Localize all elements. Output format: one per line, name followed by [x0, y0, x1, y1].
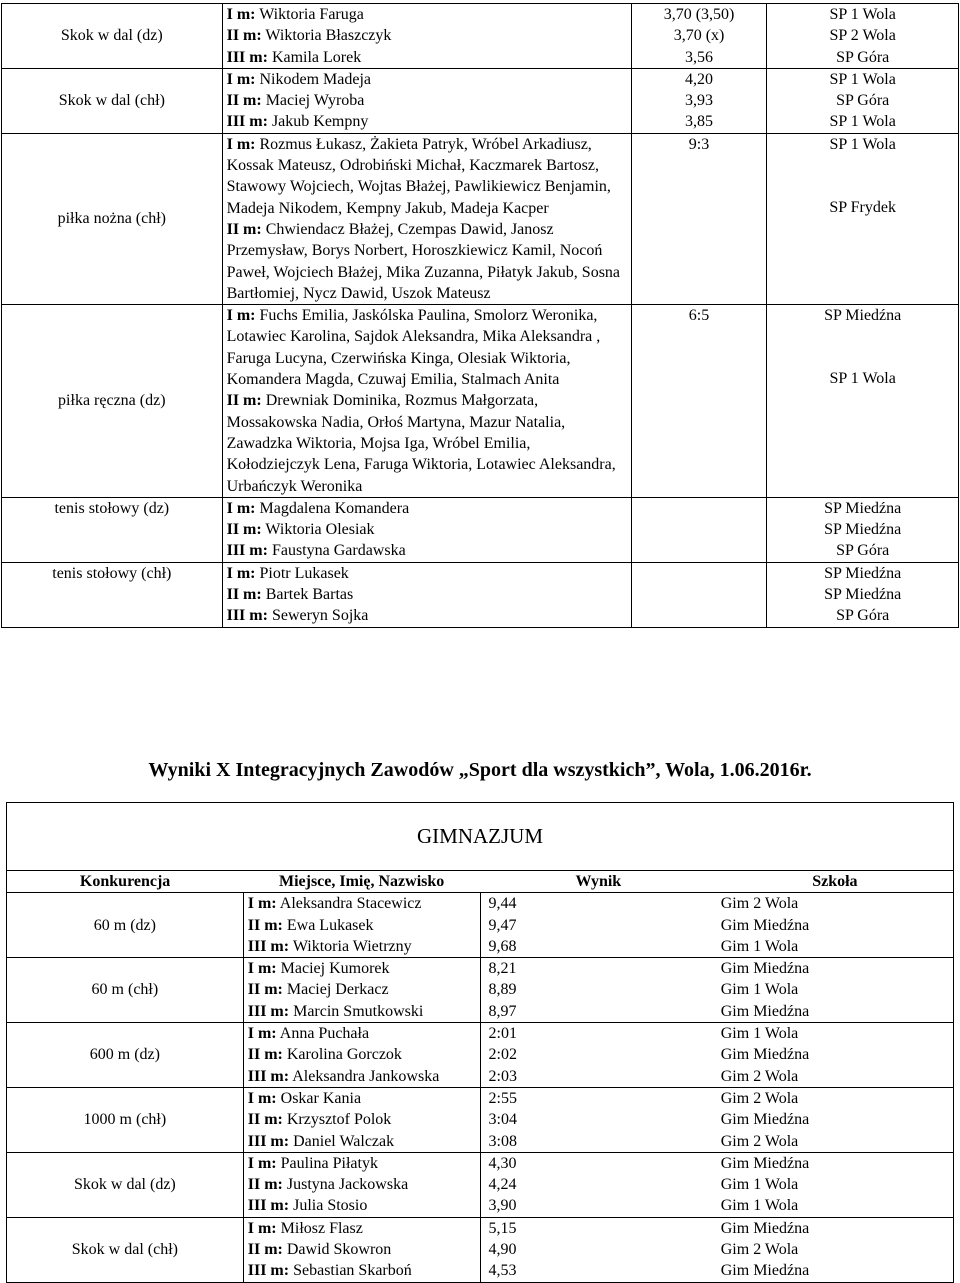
place-label: I m: — [226, 6, 256, 23]
result-value: 3,93 — [685, 92, 714, 110]
result-cell — [480, 1217, 717, 1282]
school-name: SP Góra — [836, 542, 890, 560]
place-label: III m: — [226, 542, 268, 560]
place-label: II m: — [226, 521, 262, 539]
athlete-name: Anna Puchała — [279, 1025, 370, 1043]
result-value: 2:01 — [488, 1025, 517, 1043]
result-value: 2:02 — [488, 1046, 517, 1064]
athlete-name: Dawid Skowron — [286, 1241, 392, 1259]
place-label: II m: — [247, 981, 283, 999]
athlete-name: Jakub Kempny — [271, 113, 369, 131]
entry-line — [227, 111, 627, 132]
school-cell — [767, 497, 959, 562]
team-first-place — [227, 134, 627, 219]
athlete-name: Justyna Jackowska — [286, 1176, 409, 1194]
table-row — [7, 1087, 954, 1152]
entry-line — [227, 90, 627, 111]
school-name: SP Miedźna — [824, 307, 902, 325]
school-name: Gim 1 Wola — [720, 1025, 799, 1043]
names-cell — [222, 4, 631, 69]
entry-line — [248, 1174, 476, 1195]
athlete-name: Miłosz Flasz — [280, 1219, 363, 1237]
entry-line — [248, 979, 476, 1000]
athlete-name: Marcin Smutkowski — [293, 1002, 424, 1020]
school-name: Gim 2 Wola — [720, 895, 799, 913]
entry-line — [248, 1088, 476, 1109]
place-label: II m: — [247, 916, 283, 934]
column-header-school: Szkoła — [717, 871, 954, 893]
names-cell — [222, 133, 631, 304]
school-name: Gim Miedźna — [720, 1219, 810, 1237]
athlete-name: Wiktoria Wietrzny — [292, 937, 412, 955]
place-label: II m: — [247, 1176, 283, 1194]
place-label: II m: — [226, 586, 262, 604]
names-cell — [222, 305, 631, 498]
names-cell — [222, 68, 631, 133]
entry-line — [227, 498, 627, 519]
school-name: Gim Miedźna — [720, 1262, 810, 1280]
gimnazjum-results-table — [6, 802, 954, 1283]
result-value: 3,56 — [685, 48, 714, 66]
place-label: III m: — [247, 1132, 290, 1150]
result-value: 8,21 — [488, 960, 517, 978]
athlete-name: Maciej Wyroba — [265, 92, 365, 110]
table-row — [2, 133, 959, 304]
school-cell — [717, 1023, 954, 1088]
school-name: SP 2 Wola — [829, 27, 896, 45]
athlete-name: Magdalena Komandera — [259, 499, 410, 517]
school-cell — [767, 4, 959, 69]
school-name: SP 1 Wola — [829, 6, 896, 23]
school-name: Gim 1 Wola — [720, 1197, 799, 1215]
place-label: III m: — [247, 937, 290, 955]
category-cell: Skok w dal (dz) — [7, 1152, 244, 1217]
school-name: Gim Miedźna — [720, 960, 810, 978]
athlete-name: Faustyna Gardawska — [271, 542, 406, 560]
athlete-name: Maciej Derkacz — [286, 981, 389, 999]
names-cell — [222, 562, 631, 627]
entry-line — [227, 584, 627, 605]
column-header-result: Wynik — [480, 871, 717, 893]
names-cell — [243, 1152, 480, 1217]
names-cell — [243, 1087, 480, 1152]
athlete-name: Piotr Lukasek — [259, 564, 349, 582]
result-value: 3,90 — [488, 1197, 517, 1215]
athlete-name: Wiktoria Olesiak — [265, 521, 375, 539]
result-value: 3,85 — [685, 113, 714, 131]
table-row — [2, 4, 959, 69]
school-cell — [767, 68, 959, 133]
section-heading: GIMNAZJUM — [7, 803, 954, 871]
names-cell — [243, 893, 480, 958]
team-roster: Fuchs Emilia, Jaskólska Paulina, Smolorz Weronika, Lotawiec Karolina, Sajdok Aleksandra, Mika Aleksandra , Faruga Lucyna, Czerwińska Kinga, Olesiak Wiktoria, Komandera Magda, Czuwaj Emilia, Stalmach Anita — [226, 307, 601, 389]
result-cell — [480, 1023, 717, 1088]
place-label: II m: — [226, 27, 262, 45]
table-row — [2, 562, 959, 627]
entry-line — [248, 1260, 476, 1281]
team-second-place — [227, 390, 627, 496]
table-row — [7, 1152, 954, 1217]
match-score: 9:3 — [688, 135, 710, 153]
section-heading-row — [7, 803, 954, 871]
athlete-name: Karolina Gorczok — [286, 1046, 402, 1064]
school-name: Gim Miedźna — [720, 1111, 810, 1129]
athlete-name: Aleksandra Jankowska — [292, 1067, 440, 1085]
place-label: III m: — [247, 1197, 290, 1215]
place-label: I m: — [226, 135, 256, 153]
school-name: SP Góra — [836, 48, 890, 66]
school-name: Gim Miedźna — [720, 1002, 810, 1020]
result-cell — [631, 4, 767, 69]
athlete-name: Paulina Piłatyk — [280, 1154, 378, 1172]
entry-line — [248, 1239, 476, 1260]
table-row — [2, 305, 959, 498]
school-name: Gim 2 Wola — [720, 1132, 799, 1150]
school-name: Gim 1 Wola — [720, 937, 799, 955]
place-label: II m: — [247, 1046, 283, 1064]
category-cell: piłka nożna (chł) — [2, 133, 223, 304]
athlete-name: Kamila Lorek — [271, 48, 362, 66]
place-label: III m: — [226, 607, 268, 625]
entry-line — [248, 936, 476, 957]
athlete-name: Wiktoria Błaszczyk — [265, 27, 392, 45]
result-value: 8,89 — [488, 981, 517, 999]
entry-line — [227, 4, 627, 25]
athlete-name: Aleksandra Stacewicz — [279, 895, 422, 913]
entry-line — [227, 540, 627, 561]
match-score: 6:5 — [688, 307, 710, 325]
result-value: 3:08 — [488, 1132, 517, 1150]
place-label: I m: — [226, 307, 256, 325]
entry-line — [248, 1044, 476, 1065]
school-name: Gim 1 Wola — [720, 1176, 799, 1194]
result-cell — [631, 68, 767, 133]
team-roster: Chwiendacz Błażej, Czempas Dawid, Janosz Przemysław, Borys Norbert, Horoszkiewicz Kamil, Nocoń Paweł, Wojciech Błażej, Mika Zuzanna, Piłatyk Jakub, Sosna Bartłomiej, Nycz Dawid, Uszok Mateusz — [226, 220, 621, 302]
result-value: 4,20 — [685, 70, 714, 88]
place-label: I m: — [247, 1089, 277, 1107]
athlete-name: Nikodem Madeja — [259, 70, 372, 88]
entry-line — [248, 1109, 476, 1130]
entry-line — [248, 893, 476, 914]
place-label: I m: — [247, 960, 277, 978]
school-name: Gim Miedźna — [720, 916, 810, 934]
table-row — [7, 1023, 954, 1088]
category-cell: piłka ręczna (dz) — [2, 305, 223, 498]
school-name: SP Góra — [836, 92, 890, 110]
column-header-competition: Konkurencja — [7, 871, 244, 893]
primary-results-table — [1, 3, 959, 628]
place-label: II m: — [226, 392, 262, 410]
category-cell: Skok w dal (chł) — [7, 1217, 244, 1282]
entry-line — [248, 1218, 476, 1239]
school-cell — [767, 562, 959, 627]
entry-line — [248, 1153, 476, 1174]
result-cell — [480, 893, 717, 958]
school-name: SP Miedźna — [824, 499, 902, 517]
result-value: 5,15 — [488, 1219, 517, 1237]
column-header-place-name: Miejsce, Imię, Nazwisko — [243, 871, 480, 893]
entry-line — [227, 519, 627, 540]
entry-line — [248, 1001, 476, 1022]
entry-line — [248, 1131, 476, 1152]
team-roster: Rozmus Łukasz, Żakieta Patryk, Wróbel Arkadiusz, Kossak Mateusz, Odrobiński Michał, Kaczmarek Bartosz, Stawowy Wojciech, Wojtas Błażej, Pawlikiewicz Benjamin, Madeja Nikodem, Kempny Jakub, Madeja Kacper — [226, 135, 611, 217]
entry-line — [248, 1066, 476, 1087]
result-value: 9,44 — [488, 895, 517, 913]
school-name: Gim 2 Wola — [720, 1241, 799, 1259]
result-cell — [480, 1087, 717, 1152]
athlete-name: Julia Stosio — [293, 1197, 368, 1215]
place-label: II m: — [247, 1241, 283, 1259]
school-cell — [767, 133, 959, 304]
result-value: 8,97 — [488, 1002, 517, 1020]
school-cell — [717, 1217, 954, 1282]
school-name: SP 1 Wola — [829, 370, 896, 388]
athlete-name: Krzysztof Polok — [286, 1111, 392, 1129]
athlete-name: Bartek Bartas — [265, 586, 354, 604]
result-value: 3,70 (x) — [673, 27, 725, 45]
school-name: Gim 1 Wola — [720, 981, 799, 999]
entry-line — [248, 958, 476, 979]
table-row — [7, 958, 954, 1023]
category-cell: tenis stołowy (chł) — [2, 562, 223, 627]
table-row — [7, 893, 954, 958]
category-cell: 600 m (dz) — [7, 1023, 244, 1088]
table-row — [2, 497, 959, 562]
entry-line — [227, 47, 627, 68]
result-value: 9,47 — [488, 916, 517, 934]
athlete-name: Ewa Lukasek — [286, 916, 374, 934]
school-name: SP Frydek — [829, 199, 896, 217]
place-label: I m: — [226, 499, 256, 517]
school-name: SP Miedźna — [824, 586, 902, 604]
athlete-name: Oskar Kania — [280, 1089, 362, 1107]
result-cell — [480, 958, 717, 1023]
category-cell: Skok w dal (dz) — [2, 4, 223, 69]
names-cell — [243, 958, 480, 1023]
place-label: I m: — [226, 70, 256, 88]
result-cell — [631, 497, 767, 562]
table-row — [7, 1217, 954, 1282]
school-name: Gim 2 Wola — [720, 1067, 799, 1085]
place-label: III m: — [247, 1262, 290, 1280]
athlete-name: Sebastian Skarboń — [293, 1262, 412, 1280]
place-label: III m: — [226, 48, 268, 66]
place-label: III m: — [226, 113, 268, 131]
result-cell — [631, 562, 767, 627]
place-label: I m: — [247, 1154, 277, 1172]
school-name: SP Miedźna — [824, 564, 902, 582]
category-cell: 60 m (chł) — [7, 958, 244, 1023]
athlete-name: Daniel Walczak — [293, 1132, 395, 1150]
place-label: I m: — [247, 1219, 277, 1237]
entry-line — [227, 69, 627, 90]
school-name: SP Miedźna — [824, 521, 902, 539]
team-roster: Drewniak Dominika, Rozmus Małgorzata, Mossakowska Nadia, Orłoś Martyna, Mazur Natalia, Zawadzka Wiktoria, Mojsa Iga, Wróbel Emilia, Kołodziejczyk Lena, Faruga Wiktoria, Lotawiec Aleksandra, Urbańczyk Weronika — [226, 392, 616, 495]
school-name: SP 1 Wola — [829, 135, 896, 153]
entry-line — [227, 25, 627, 46]
names-cell — [243, 1023, 480, 1088]
table-row — [2, 68, 959, 133]
athlete-name: Wiktoria Faruga — [259, 6, 364, 23]
place-label: III m: — [247, 1002, 290, 1020]
team-first-place — [227, 305, 627, 390]
category-cell: tenis stołowy (dz) — [2, 497, 223, 562]
school-name: SP 1 Wola — [829, 70, 896, 88]
header-row — [7, 871, 954, 893]
result-cell — [480, 1152, 717, 1217]
entry-line — [227, 563, 627, 584]
result-value: 4,30 — [488, 1154, 517, 1172]
names-cell — [222, 497, 631, 562]
school-name: Gim Miedźna — [720, 1154, 810, 1172]
names-cell — [243, 1217, 480, 1282]
school-cell — [767, 305, 959, 498]
result-value: 2:03 — [488, 1067, 517, 1085]
school-cell — [717, 1152, 954, 1217]
place-label: II m: — [226, 92, 262, 110]
page-title: Wyniki X Integracyjnych Zawodów „Sport dla wszystkich”, Wola, 1.06.2016r. — [148, 759, 812, 781]
result-cell — [631, 133, 767, 304]
category-cell: Skok w dal (chł) — [2, 68, 223, 133]
place-label: I m: — [247, 1025, 277, 1043]
school-name: SP 1 Wola — [829, 113, 896, 131]
school-cell — [717, 893, 954, 958]
result-value: 4,24 — [488, 1176, 517, 1194]
athlete-name: Maciej Kumorek — [280, 960, 390, 978]
result-value: 2:55 — [488, 1089, 517, 1107]
result-value: 9,68 — [488, 937, 517, 955]
place-label: II m: — [247, 1111, 283, 1129]
entry-line — [227, 605, 627, 626]
place-label: II m: — [226, 220, 262, 238]
athlete-name: Seweryn Sojka — [271, 607, 369, 625]
place-label: III m: — [247, 1067, 290, 1085]
place-label: I m: — [226, 564, 256, 582]
result-value: 3:04 — [488, 1111, 517, 1129]
entry-line — [248, 1195, 476, 1216]
entry-line — [248, 915, 476, 936]
school-cell — [717, 958, 954, 1023]
school-name: Gim 2 Wola — [720, 1089, 799, 1107]
result-value: 4,53 — [488, 1262, 517, 1280]
result-value: 4,90 — [488, 1241, 517, 1259]
result-value: 3,70 (3,50) — [663, 6, 735, 23]
entry-line — [248, 1023, 476, 1044]
category-cell: 1000 m (chł) — [7, 1087, 244, 1152]
category-cell: 60 m (dz) — [7, 893, 244, 958]
result-cell — [631, 305, 767, 498]
place-label: I m: — [247, 895, 277, 913]
school-cell — [717, 1087, 954, 1152]
school-name: SP Góra — [836, 607, 890, 625]
school-name: Gim Miedźna — [720, 1046, 810, 1064]
team-second-place — [227, 219, 627, 304]
